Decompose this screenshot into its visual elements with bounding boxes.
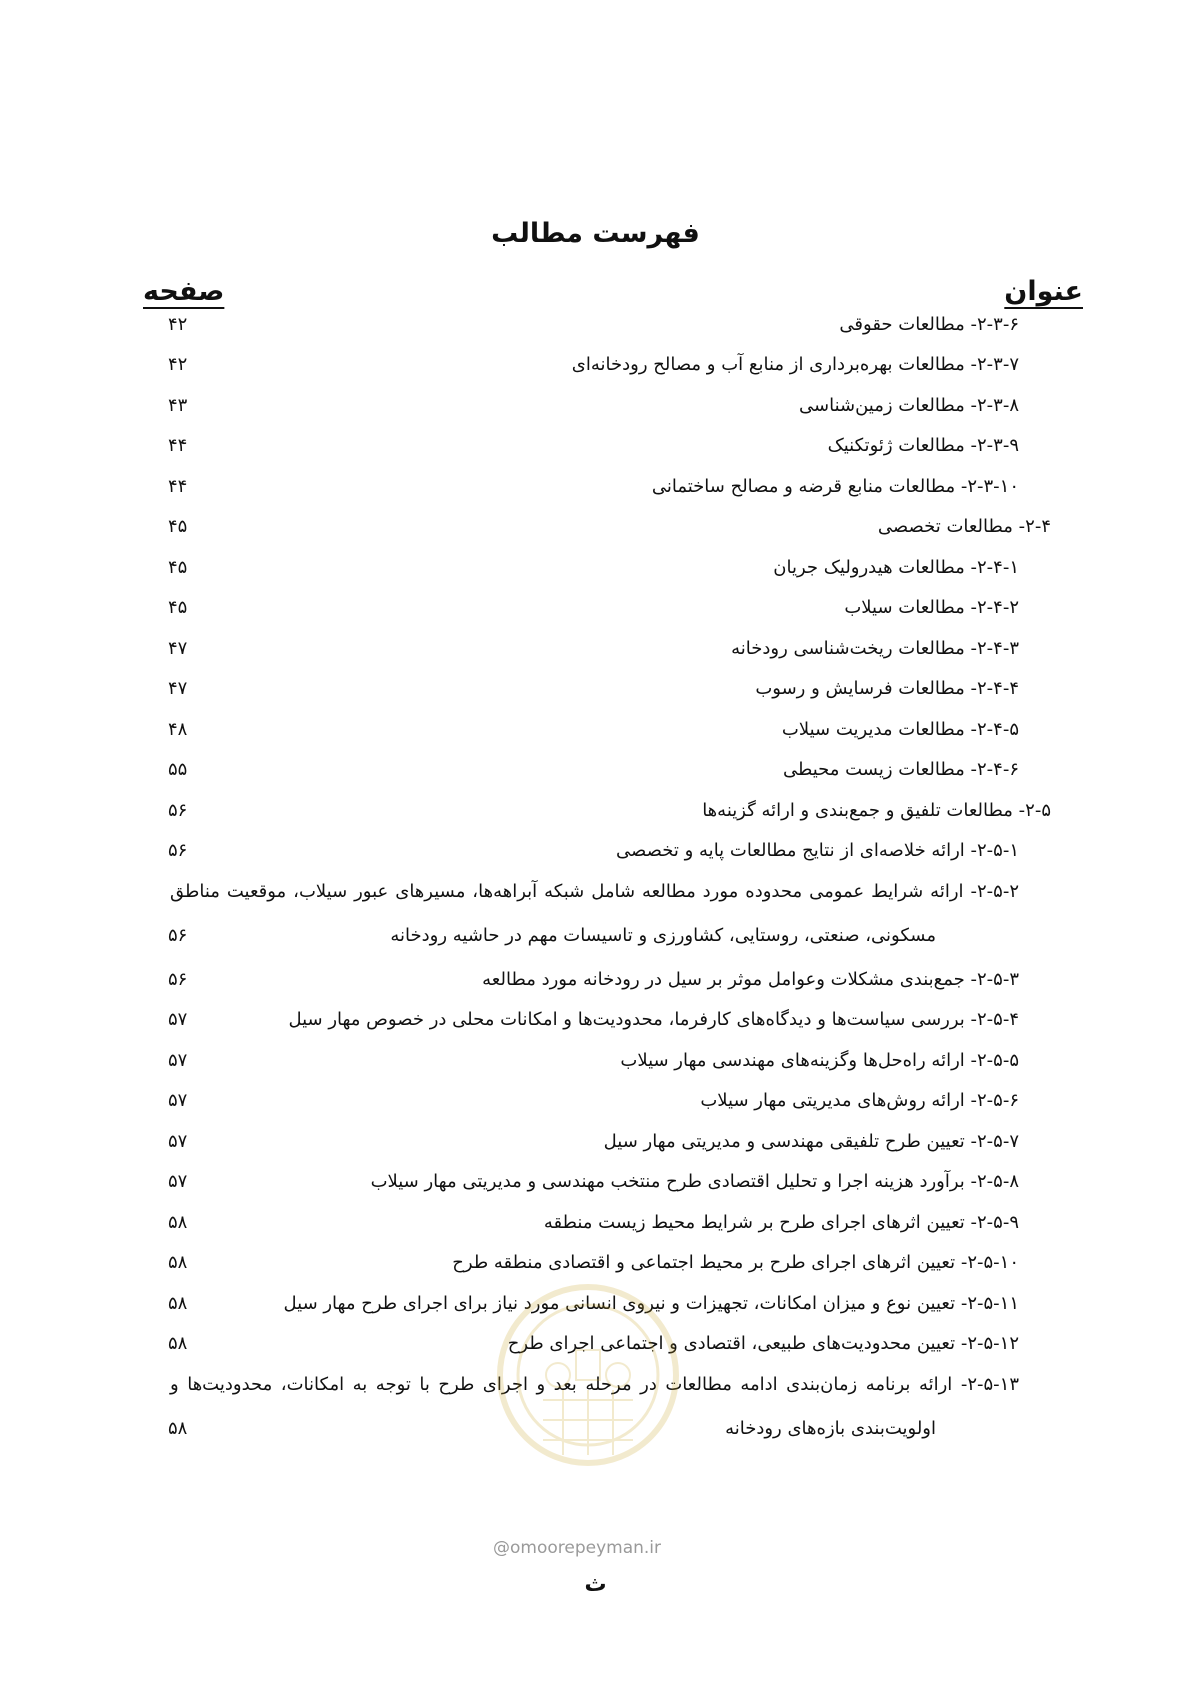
toc-entry-title: ۲-۳-۹- مطالعات ژئوتکنیک	[827, 435, 1019, 456]
toc-entry-title: ۲-۵-۱۱- تعیین نوع و میزان امکانات، تجهیزات و نیروی انسانی مورد نیاز برای اجرای طرح مهار سیل	[283, 1293, 1019, 1314]
toc-entry-page: ۴۲	[168, 314, 188, 335]
toc-entry-title: ۲-۵-۹- تعیین اثرهای اجرای طرح بر شرایط محیط زیست منطقه	[543, 1212, 1019, 1233]
toc-entry[interactable]	[0, 1120, 1191, 1164]
toc-entry[interactable]	[0, 465, 1191, 509]
toc-entry-title: ۲-۵-۱۲- تعیین محدودیت‌های طبیعی، اقتصادی و اجتماعی اجرای طرح	[507, 1333, 1019, 1354]
toc-entry[interactable]	[0, 667, 1191, 711]
toc-entry-page: ۵۷	[168, 1050, 188, 1071]
toc-entry-page: ۵۷	[168, 1009, 188, 1030]
toc-entry[interactable]	[0, 748, 1191, 792]
toc-entry-page: ۴۳	[168, 395, 188, 416]
toc-entry[interactable]	[0, 1160, 1191, 1204]
toc-entry-title: ۲-۳-۶- مطالعات حقوقی	[839, 314, 1019, 335]
toc-entry-page: ۵۶	[168, 800, 188, 821]
toc-entry-title: ۲-۵- مطالعات تلفیق و جمع‌بندی و ارائه گزینه‌ها	[702, 800, 1051, 821]
toc-entry-title: ۲-۵-۷- تعیین طرح تلفیقی مهندسی و مدیریتی مهار سیل	[603, 1131, 1019, 1152]
toc-entry-page: ۵۶	[168, 925, 188, 946]
toc-entry-title: ۲-۴-۴- مطالعات فرسایش و رسوب	[755, 678, 1019, 699]
toc-entry-title: ۲-۴-۱- مطالعات هیدرولیک جریان	[773, 557, 1019, 578]
toc-entry-page: ۵۷	[168, 1131, 188, 1152]
toc-entry[interactable]	[0, 1079, 1191, 1123]
toc-entry[interactable]	[0, 789, 1191, 833]
toc-entry[interactable]	[0, 343, 1191, 387]
toc-entry-title: ۲-۵-۴- بررسی سیاست‌ها و دیدگاه‌های کارفرما، محدودیت‌ها و امکانات محلی در خصوص مهار سیل	[288, 1009, 1019, 1030]
toc-entry[interactable]	[0, 384, 1191, 428]
toc-entry-page: ۴۴	[168, 476, 188, 497]
toc-entry[interactable]	[0, 303, 1191, 347]
toc-entry-page: ۴۷	[168, 678, 188, 699]
toc-entry-title: ۲-۵-۱- ارائه خلاصه‌ای از نتایج مطالعات پایه و تخصصی	[616, 840, 1019, 861]
toc-entry-page: ۴۷	[168, 638, 188, 659]
column-header-page: صفحه	[143, 276, 225, 307]
toc-entry-page: ۴۲	[168, 354, 188, 375]
toc-entry-title: ۲-۵-۶- ارائه روش‌های مدیریتی مهار سیلاب	[700, 1090, 1019, 1111]
column-header-title: عنوان	[1004, 276, 1083, 307]
toc-entry-page: ۵۵	[168, 759, 188, 780]
toc-entry-title: ۲-۳-۱۰- مطالعات منابع قرضه و مصالح ساختمانی	[651, 476, 1019, 497]
toc-entry-title: ۲-۳-۸- مطالعات زمین‌شناسی	[799, 395, 1019, 416]
toc-entry[interactable]	[0, 505, 1191, 549]
watermark-text: @omoorepeyman.ir	[493, 1538, 662, 1558]
toc-entry-title: ۲-۴-۶- مطالعات زیست محیطی	[782, 759, 1019, 780]
page-title: فهرست مطالب	[491, 218, 700, 249]
toc-entry-title: ۲-۴-۲- مطالعات سیلاب	[844, 597, 1019, 618]
toc-entry[interactable]	[0, 829, 1191, 873]
toc-entry-page: ۵۸	[168, 1252, 188, 1273]
toc-entry[interactable]	[0, 1201, 1191, 1245]
toc-entry[interactable]	[0, 1241, 1191, 1285]
toc-entry-page: ۵۸	[168, 1418, 188, 1439]
toc-entry-title: ۲-۴- مطالعات تخصصی	[877, 516, 1051, 537]
toc-entry-title: ۲-۴-۵- مطالعات مدیریت سیلاب	[781, 719, 1019, 740]
toc-entry-title-continued: اولویت‌بندی بازه‌های رودخانه	[725, 1418, 936, 1439]
toc-entry-title: ۲-۵-۸- برآورد هزینه اجرا و تحلیل اقتصادی طرح منتخب مهندسی و مدیریتی مهار سیلاب	[370, 1171, 1019, 1192]
toc-entry[interactable]	[0, 708, 1191, 752]
toc-entry-title: ۲-۵-۲- ارائه شرایط عمومی محدوده مورد مطالعه شامل شبکه آبراهه‌ها، مسیرهای عبور سیلاب، موقعیت مناطق	[170, 881, 1019, 902]
toc-entry-page: ۴۵	[168, 557, 188, 578]
toc-entry-title: ۲-۵-۱۰- تعیین اثرهای اجرای طرح بر محیط اجتماعی و اقتصادی منطقه طرح	[452, 1252, 1019, 1273]
toc-entry-title: ۲-۵-۵- ارائه راه‌حل‌ها وگزینه‌های مهندسی مهار سیلاب	[620, 1050, 1019, 1071]
toc-entry-title: ۲-۵-۱۳- ارائه برنامه زمان‌بندی ادامه مطالعات در مرحله بعد و اجرای طرح با توجه به امکانات، محدودیت‌ها و	[170, 1374, 1019, 1395]
toc-entry-page: ۴۴	[168, 435, 188, 456]
watermark-seal-icon	[488, 1280, 688, 1530]
toc-entry-page: ۵۶	[168, 969, 188, 990]
toc-entry-page: ۵۸	[168, 1212, 188, 1233]
toc-entry-page: ۴۵	[168, 516, 188, 537]
toc-entry-title: ۲-۵-۳- جمع‌بندی مشکلات وعوامل موثر بر سیل در رودخانه مورد مطالعه	[482, 969, 1019, 990]
page-number: ث	[584, 1572, 607, 1597]
toc-entry[interactable]	[0, 586, 1191, 630]
toc-entry[interactable]	[0, 870, 1191, 958]
toc-entry-page: ۵۷	[168, 1171, 188, 1192]
toc-entry-page: ۵۸	[168, 1333, 188, 1354]
toc-entry-title-continued: مسکونی، صنعتی، روستایی، کشاورزی و تاسیسات مهم در حاشیه رودخانه	[390, 925, 936, 946]
toc-entry[interactable]	[0, 958, 1191, 1002]
toc-entry-page: ۵۶	[168, 840, 188, 861]
toc-entry[interactable]	[0, 998, 1191, 1042]
toc-entry-page: ۴۵	[168, 597, 188, 618]
toc-entry-page: ۵۸	[168, 1293, 188, 1314]
toc-entry[interactable]	[0, 1039, 1191, 1083]
toc-entry[interactable]	[0, 546, 1191, 590]
toc-entry-title: ۲-۳-۷- مطالعات بهره‌برداری از منابع آب و مصالح رودخانه‌ای	[571, 354, 1019, 375]
toc-entry-page: ۵۷	[168, 1090, 188, 1111]
toc-entry-page: ۴۸	[168, 719, 188, 740]
toc-entry[interactable]	[0, 627, 1191, 671]
toc-entry-title: ۲-۴-۳- مطالعات ریخت‌شناسی رودخانه	[731, 638, 1019, 659]
toc-entry[interactable]	[0, 424, 1191, 468]
